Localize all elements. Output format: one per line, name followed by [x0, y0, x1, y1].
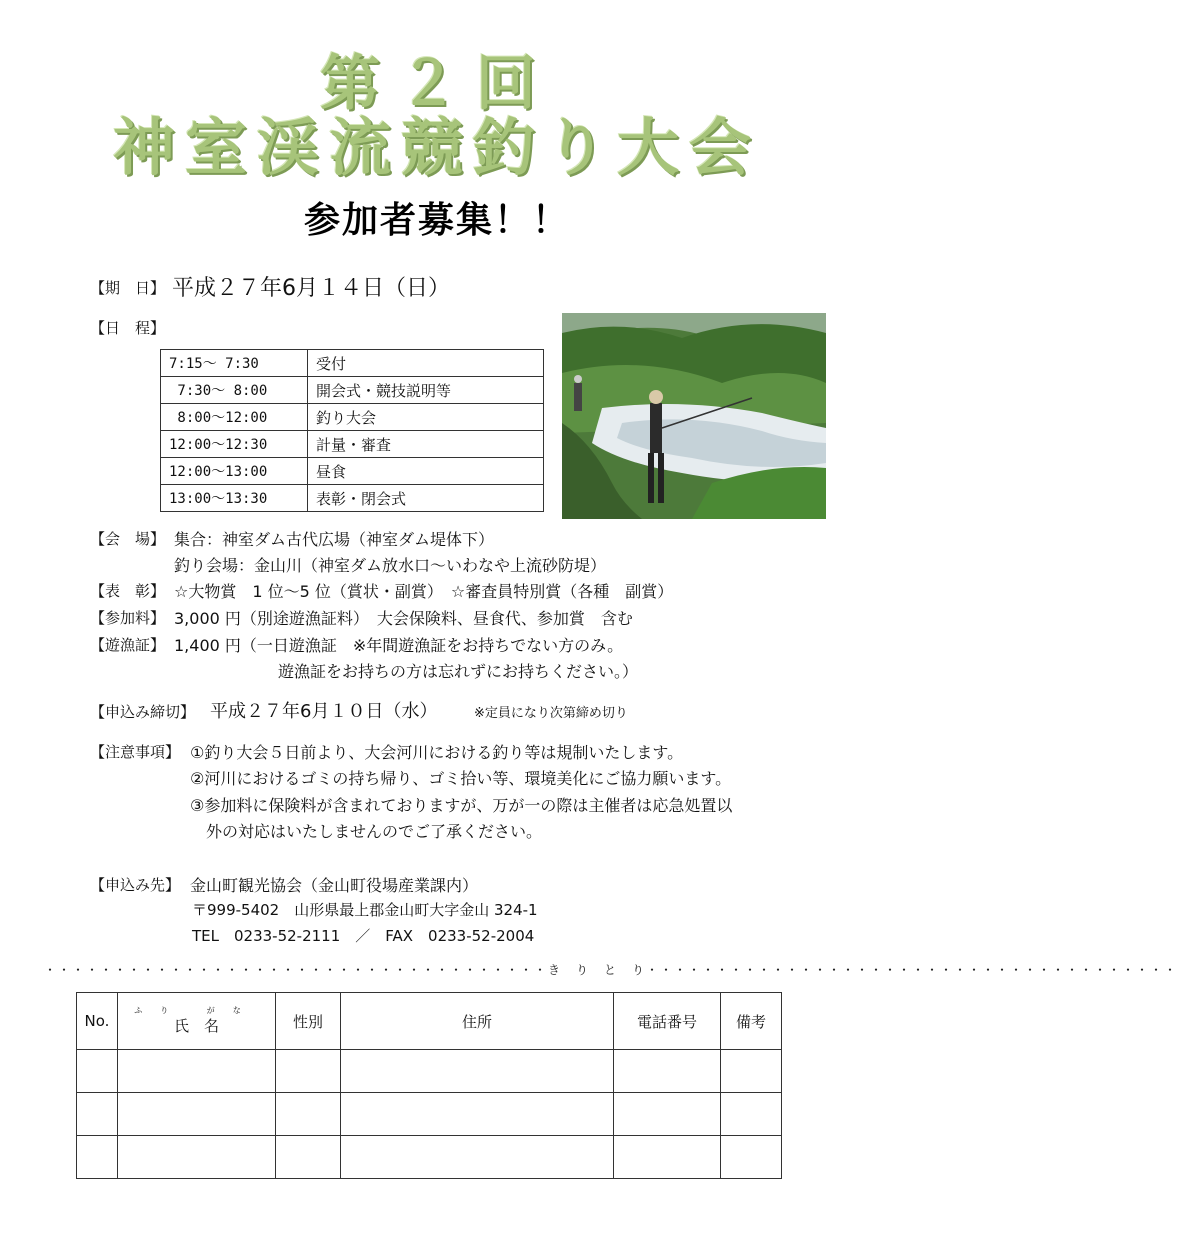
form-row	[77, 1093, 782, 1136]
notes-item-3-cont: 外の対応はいたしませんのでご了承ください。	[206, 822, 543, 841]
form-row	[77, 1050, 782, 1093]
contact-org: 金山町観光協会（金山町役場産業課内）	[190, 876, 479, 895]
form-cell[interactable]	[341, 1093, 614, 1136]
schedule-event: 昼食	[308, 458, 544, 485]
schedule-time: 8:00～12:00	[161, 404, 308, 431]
title-line2: 神室渓流競釣り大会	[112, 111, 761, 184]
title-line1: 第２回	[320, 49, 554, 119]
permit-label: 【遊漁証】	[90, 636, 166, 654]
form-cell[interactable]	[341, 1136, 614, 1179]
form-row	[77, 1136, 782, 1179]
deadline-label: 【申込み締切】	[90, 703, 196, 721]
form-cell[interactable]	[77, 1093, 118, 1136]
deadline-value: 平成２７年6月１０日（水）	[210, 701, 438, 722]
awards-label: 【表 彰】	[90, 582, 166, 600]
schedule-row	[161, 377, 544, 404]
schedule-row	[161, 404, 544, 431]
notes-item-2: ②河川におけるゴミの持ち帰り、ゴミ拾い等、環境美化にご協力願います。	[190, 769, 732, 788]
schedule-row	[161, 485, 544, 512]
form-cell[interactable]	[276, 1093, 341, 1136]
subtitle: 参加者募集！！	[303, 200, 570, 241]
permit-line2: 遊漁証をお持ちの方は忘れずにお持ちください。）	[278, 662, 639, 681]
form-cell[interactable]	[341, 1050, 614, 1093]
form-cell[interactable]	[721, 1136, 782, 1179]
schedule-event: 表彰・閉会式	[308, 485, 544, 512]
schedule-row	[161, 350, 544, 377]
notes-item-1: ①釣り大会５日前より、大会河川における釣り等は規制いたします。	[190, 743, 684, 762]
cut-line: ・・・・・・・・・・・・・・・・・・・・・・・・・・・・・・・・・・・・き り と り・・・・・・・・・・・・・・・・・・・・・・・・・・・・・・・・・・・・・・	[44, 963, 1178, 977]
schedule-label: 【日 程】	[90, 319, 166, 337]
schedule-time: 7:15～ 7:30	[161, 350, 308, 377]
schedule-time: 13:00～13:30	[161, 485, 308, 512]
form-header-name-text: 氏 名	[173, 1016, 219, 1035]
form-cell[interactable]	[721, 1093, 782, 1136]
registration-form	[76, 992, 782, 1179]
form-header-name-ruby: ふり がな	[134, 1005, 259, 1015]
form-cell[interactable]	[77, 1050, 118, 1093]
schedule-event: 受付	[308, 350, 544, 377]
form-cell[interactable]	[614, 1093, 721, 1136]
form-cell[interactable]	[721, 1050, 782, 1093]
notes-label: 【注意事項】	[90, 743, 181, 761]
contact-address: 〒999-5402 山形県最上郡金山町大字金山 324-1	[192, 901, 538, 919]
schedule-event: 計量・審査	[308, 431, 544, 458]
notes-item-3: ③参加料に保険料が含まれておりますが、万が一の際は主催者は応急処置以	[190, 796, 733, 815]
schedule-time: 12:00～13:00	[161, 458, 308, 485]
venue-label: 【会 場】	[90, 530, 166, 548]
form-cell[interactable]	[77, 1136, 118, 1179]
date-label: 【期 日】	[90, 279, 166, 297]
date-value: 平成２７年6月１４日（日）	[172, 276, 450, 301]
contact-phone: TEL 0233-52-2111 ／ FAX 0233-52-2004	[192, 927, 535, 945]
form-cell[interactable]	[276, 1136, 341, 1179]
form-cell[interactable]	[276, 1050, 341, 1093]
form-cell[interactable]	[118, 1050, 276, 1093]
awards-value: ☆大物賞 1 位～5 位（賞状・副賞） ☆審査員特別賞（各種 副賞）	[174, 582, 674, 601]
venue-line2: 釣り会場：金山川（神室ダム放水口～いわなや上流砂防堤）	[174, 556, 607, 575]
form-cell[interactable]	[614, 1136, 721, 1179]
schedule-time: 12:00～12:30	[161, 431, 308, 458]
form-cell[interactable]	[118, 1093, 276, 1136]
contact-label: 【申込み先】	[90, 876, 181, 894]
schedule-event: 釣り大会	[308, 404, 544, 431]
form-header-name	[118, 993, 276, 1050]
form-header-address: 住所	[341, 993, 614, 1050]
venue-line1: 集合：神室ダム古代広場（神室ダム堤体下）	[174, 530, 495, 549]
deadline-note: ※定員になり次第締め切り	[474, 706, 628, 721]
form-cell[interactable]	[614, 1050, 721, 1093]
fee-value: 3,000 円（別途遊漁証料） 大会保険料、昼食代、参加賞 含む	[174, 609, 633, 628]
form-header-remarks: 備考	[721, 993, 782, 1050]
form-header-no: No.	[77, 993, 118, 1050]
schedule-table	[160, 349, 544, 512]
fee-label: 【参加料】	[90, 609, 166, 627]
form-header-phone: 電話番号	[614, 993, 721, 1050]
form-header-gender: 性別	[276, 993, 341, 1050]
schedule-event: 開会式・競技説明等	[308, 377, 544, 404]
form-cell[interactable]	[118, 1136, 276, 1179]
schedule-row	[161, 431, 544, 458]
permit-line1: 1,400 円（一日遊漁証 ※年間遊漁証をお持ちでない方のみ。	[174, 636, 624, 655]
fishing-photo	[562, 313, 826, 519]
schedule-row	[161, 458, 544, 485]
schedule-time: 7:30～ 8:00	[161, 377, 308, 404]
